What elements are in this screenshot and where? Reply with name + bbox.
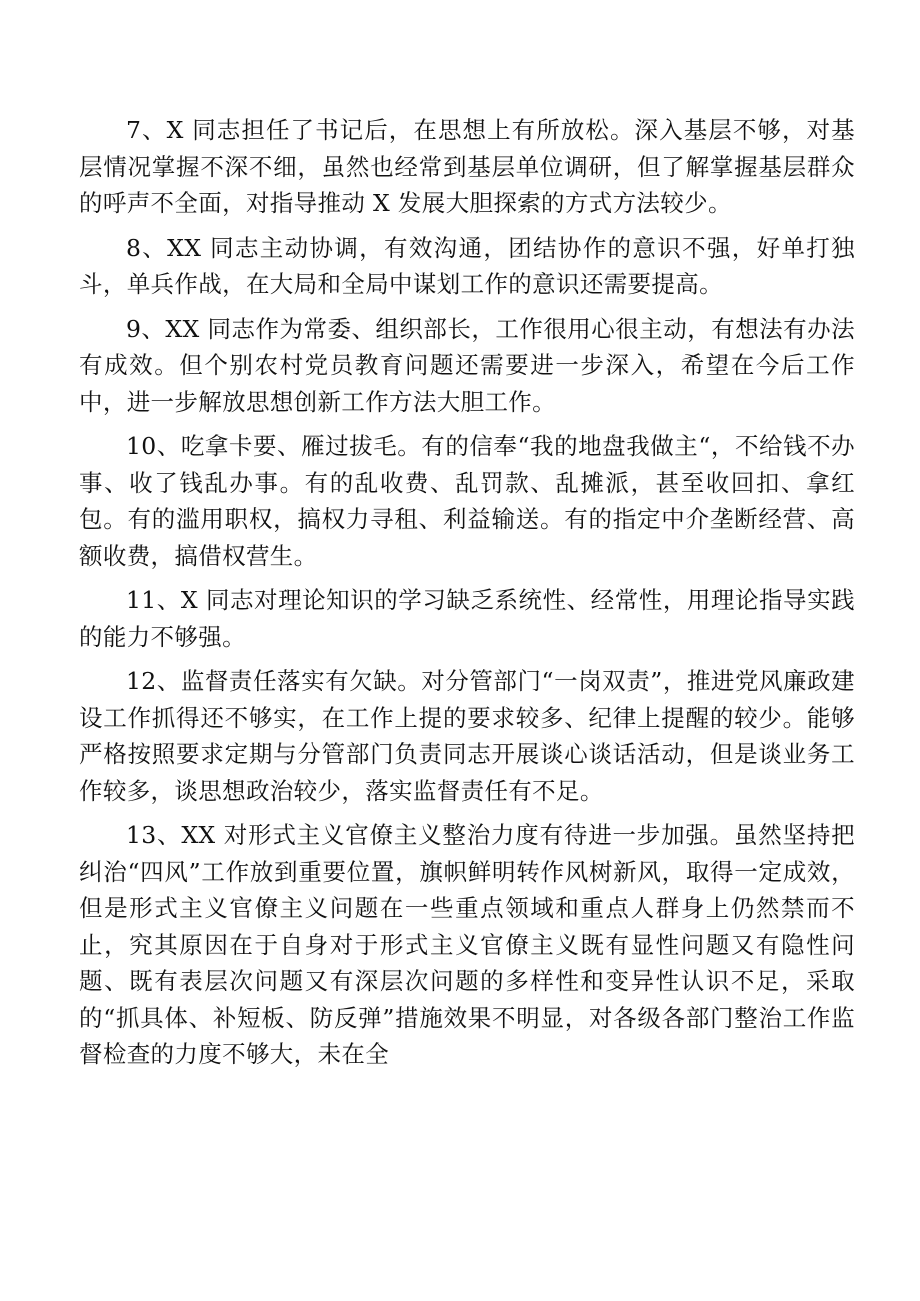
paragraph-item-11: 11、X 同志对理论知识的学习缺乏系统性、经常性，用理论指导实践的能力不够强。 bbox=[79, 586, 855, 651]
paragraph-item-10: 10、吃拿卡要、雁过拔毛。有的信奉“我的地盘我做主“，不给钱不办事、收了钱乱办事。有的乱收费、乱罚款、乱摊派，甚至收回扣、拿红包。有的滥用职权，搞权力寻租、利益输送。有的指定中介垄断经营、高额收费，搞借权营生。 bbox=[79, 432, 855, 570]
paragraph-item-7: 7、X 同志担任了书记后，在思想上有所放松。深入基层不够，对基层情况掌握不深不细，虽然也经常到基层单位调研，但了解掌握基层群众的呼声不全面，对指导推动 X 发展大胆探索的方式方法较少。 bbox=[79, 116, 855, 217]
paragraph-item-9: 9、XX 同志作为常委、组织部长，工作很用心很主动，有想法有办法有成效。但个别农村党员教育问题还需要进一步深入，希望在今后工作中，进一步解放思想创新工作方法大胆工作。 bbox=[79, 314, 855, 416]
paragraph-item-12: 12、监督责任落实有欠缺。对分管部门“一岗双责”，推进党风廉政建设工作抓得还不够实，在工作上提的要求较多、纪律上提醒的较少。能够严格按照要求定期与分管部门负责同志开展谈心谈话活动，但是谈业务工作较多，谈思想政治较少，落实监督责任有不足。 bbox=[79, 667, 855, 805]
paragraph-item-8: 8、XX 同志主动协调，有效沟通，团结协作的意识不强，好单打独斗，单兵作战，在大局和全局中谋划工作的意识还需要提高。 bbox=[79, 233, 855, 298]
paragraph-item-13: 13、XX 对形式主义官僚主义整治力度有待进一步加强。虽然坚持把纠治“四风”工作放到重要位置，旗帜鲜明转作风树新风，取得一定成效，但是形式主义官僚主义问题在一些重点领域和重点人群身上仍然禁而不止，究其原因在于自身对于形式主义官僚主义既有显性问题又有隐性问题、既有表层次问题又有深层次问题的多样性和变异性认识不足，采取的“抓具体、补短板、防反弹”措施效果不明显，对各级各部门整治工作监督检查的力度不够大，未在全 bbox=[79, 821, 855, 1068]
document-body bbox=[79, 112, 855, 1081]
